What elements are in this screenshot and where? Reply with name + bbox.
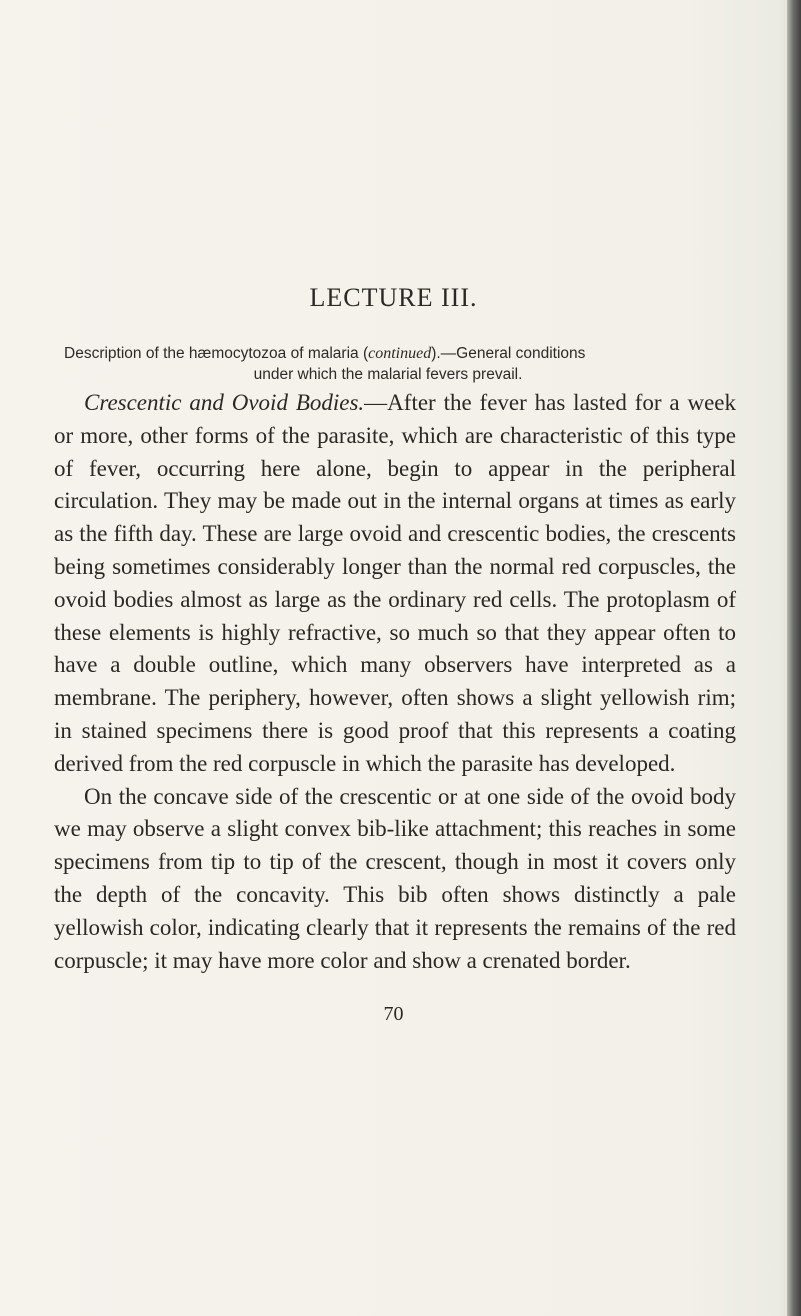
summary-line-1 [64,343,732,364]
summary-text-start: Description of the hæmocytozoa of malaria ( [64,345,369,362]
paragraph-1-text: —After the fever has lasted for a week or more, other forms of the parasite, which are characteristic of this type of fever, occurring here alone, begin to appear in the peripheral circulation. They may be made out in the internal organs at times as early as the fifth day. These are large ovoid and crescentic bodies, the crescents being sometimes considerably longer than the normal red corpuscles, the ovoid bodies almost as large as the ordinary red cells. The protoplasm of these elements is highly refractive, so much so that they appear often to have a double outline, which many observers have interpreted as a membrane. The periphery, however, often shows a slight yellowish rim; in stained specimens there is good proof that this represents a coating derived from the red corpuscle in which the parasite has developed. [54,390,736,776]
paragraph-1 [54,387,736,781]
summary-line-2: under which the malarial fevers prevail. [253,366,523,383]
page-edge-shadow [787,0,801,1316]
lecture-heading: LECTURE III. [309,283,478,312]
summary-text-end: ).—General conditions [431,345,586,362]
section-run-in-title: Crescentic and Ovoid Bodies. [84,390,365,415]
page-number: 70 [383,1003,404,1025]
paragraph-2: On the concave side of the crescentic or at one side of the ovoid body we may observe a slight convex bib-like attachment; this reaches in some specimens from tip to tip of the crescent, though in most it covers only the depth of the concavity. This bib often shows distinctly a pale yellowish color, indicating clearly that it represents the remains of the red corpuscle; it may have more color and show a crenated border. [54,783,736,973]
lecture-summary [64,343,732,385]
body-text [54,387,736,977]
summary-italic: continued [368,345,432,362]
